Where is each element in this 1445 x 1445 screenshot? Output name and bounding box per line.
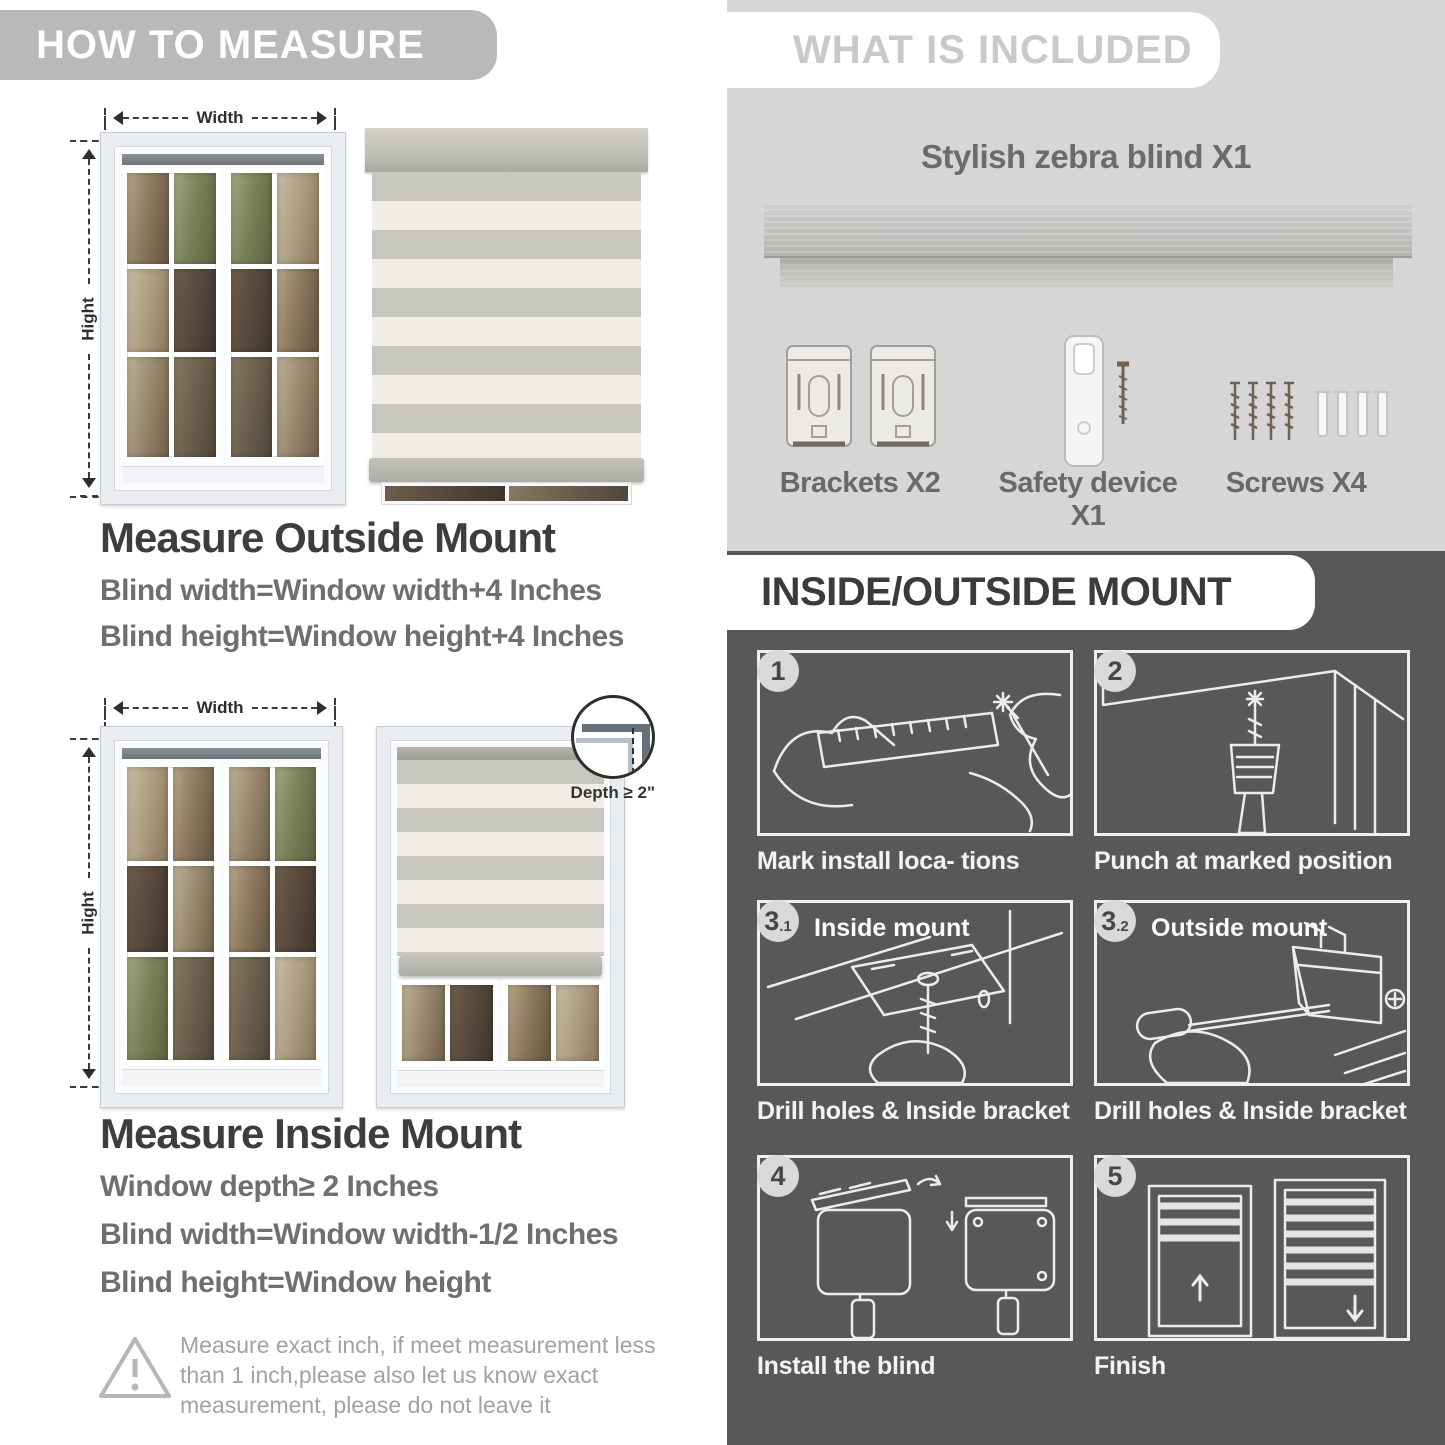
screws-label: Screws X4 <box>1225 467 1367 499</box>
how-to-measure-title: HOW TO MEASURE <box>36 22 425 67</box>
product-label: Stylish zebra blind X1 <box>920 138 1252 175</box>
window-sill <box>122 466 324 483</box>
inside-mount-title: Measure Inside Mount <box>100 1110 522 1157</box>
width-arrow-inside <box>104 698 336 718</box>
inside-mount-line1: Window depth≥ 2 Inches <box>100 1170 439 1203</box>
brackets-image <box>783 340 943 465</box>
step-4-illustration-install-blind <box>760 1158 1070 1338</box>
step-2-caption: Punch at marked position <box>1094 847 1393 875</box>
width-label: Width <box>196 108 244 127</box>
brackets-label: Brackets X2 <box>779 467 941 499</box>
inside-mount-line2: Blind width=Window width-1/2 Inches <box>100 1218 619 1251</box>
zebra-blind-outside-mount <box>365 128 648 505</box>
window-sliver <box>381 482 632 505</box>
headrail-image <box>764 203 1412 258</box>
arrowhead-up-icon <box>82 740 96 757</box>
headrail-lip <box>780 258 1393 287</box>
arrowhead-up-icon <box>82 142 96 159</box>
step-1-illustration-mark-locations <box>760 653 1070 833</box>
window-top-shade <box>122 154 324 165</box>
step-5-illustration-finish <box>1097 1158 1407 1338</box>
warning-text: Measure exact inch, if meet measurement less than 1 inch,please also let us know exact measurement, please do not leave it <box>180 1332 656 1418</box>
arrowhead-left-icon <box>106 111 123 125</box>
blind-bottomrail <box>369 458 644 482</box>
step-4-caption: Install the blind <box>757 1352 936 1380</box>
step-number-badge: 3 .1 <box>757 900 799 942</box>
step-number-badge: 1 <box>757 650 799 692</box>
what-is-included-header <box>727 12 1220 88</box>
blind-bottomrail <box>399 956 602 976</box>
depth-note: Depth ≥ 2" <box>570 783 655 802</box>
inside-outside-mount-header <box>727 555 1315 630</box>
height-arrow-outside <box>78 140 100 497</box>
screws-image <box>1222 378 1392 448</box>
outside-mount-line1: Blind width=Window width+4 Inches <box>100 574 602 607</box>
step-4 <box>757 1155 1073 1381</box>
step-3-2-label: Outside mount <box>1151 914 1328 942</box>
blind-fabric <box>372 172 641 458</box>
what-is-included-title: WHAT IS INCLUDED <box>793 27 1193 72</box>
width-arrow-outside <box>104 108 336 128</box>
height-label: Hight <box>79 296 98 341</box>
step-3-2-caption: Drill holes & Inside bracket <box>1094 1097 1407 1125</box>
step-2 <box>1094 650 1410 876</box>
depth-callout-circle <box>571 695 655 779</box>
step-5-caption: Finish <box>1094 1352 1166 1380</box>
step-number-badge: 5 <box>1094 1155 1136 1197</box>
safety-device-image <box>1055 332 1145 477</box>
how-to-measure-header <box>0 10 497 80</box>
safety-device-label: Safety device X1 <box>998 467 1178 532</box>
step-2-illustration-drill <box>1097 653 1407 833</box>
step-3-2 <box>1094 900 1410 1126</box>
outside-mount-line2: Blind height=Window height+4 Inches <box>100 620 624 653</box>
step-1 <box>757 650 1073 876</box>
inside-mount-line3: Blind height=Window height <box>100 1266 491 1299</box>
window-lower-panes <box>397 980 604 1066</box>
inside-outside-mount-title: INSIDE/OUTSIDE MOUNT <box>761 570 1232 614</box>
step-number-badge: 4 <box>757 1155 799 1197</box>
arrowhead-right-icon <box>317 701 334 715</box>
height-label: Hight <box>79 891 98 935</box>
step-1-caption: Mark install loca- tions <box>757 847 1020 875</box>
window-photo-inside-mount <box>100 726 343 1108</box>
arrowhead-down-icon <box>82 478 96 495</box>
outside-mount-title: Measure Outside Mount <box>100 514 556 561</box>
blind-headrail <box>365 128 648 172</box>
height-arrow-inside <box>78 738 100 1088</box>
step-3-1 <box>757 900 1073 1126</box>
step-3-1-label: Inside mount <box>814 914 970 942</box>
arrowhead-right-icon <box>317 111 334 125</box>
arrowhead-down-icon <box>82 1069 96 1086</box>
warning-icon <box>96 1332 174 1404</box>
step-3-1-caption: Drill holes & Inside bracket <box>757 1097 1070 1125</box>
arrowhead-left-icon <box>106 701 123 715</box>
step-5 <box>1094 1155 1410 1381</box>
window-photo-outside-mount <box>100 132 346 505</box>
width-label: Width <box>196 698 244 717</box>
step-number-badge: 3 .2 <box>1094 900 1136 942</box>
step-number-badge: 2 <box>1094 650 1136 692</box>
